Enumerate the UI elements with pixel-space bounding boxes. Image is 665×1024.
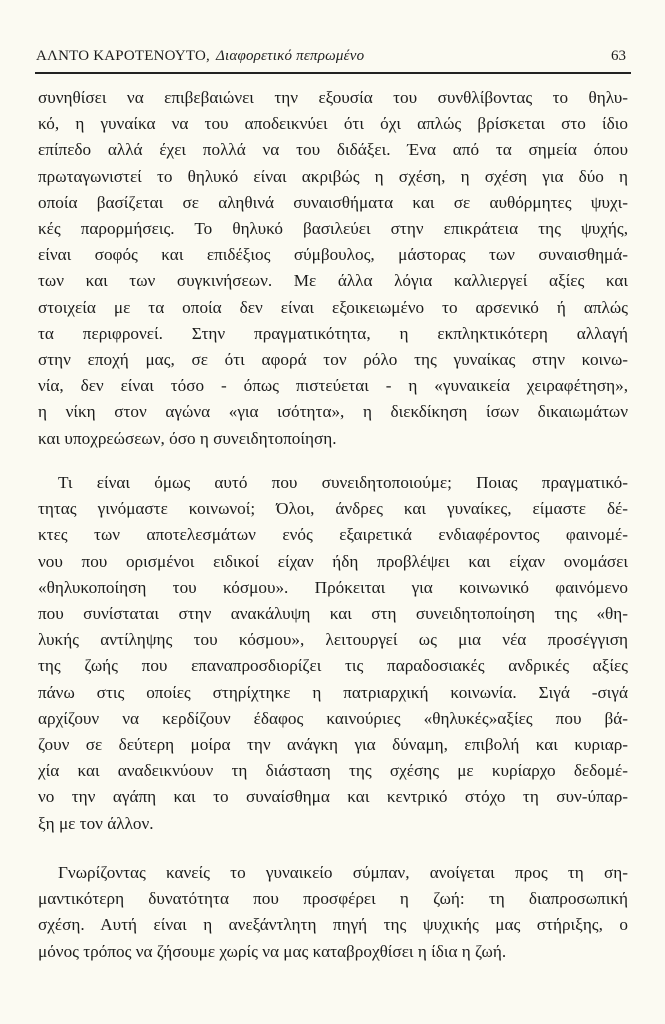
text-line: μαντικότερη δυνατότητα που προσφέρει η ζωή: τη διαπροσωπική	[38, 889, 628, 909]
text-line: πάνω στις οποίες στηρίχτηκε η πατριαρχική κοινωνία. Σιγά -σιγά	[38, 682, 628, 702]
header-author-title	[36, 48, 364, 65]
text-line: λυκής αντίληψης του κόσμου», λειτουργεί ως μια νέα προσέγγιση	[38, 630, 628, 650]
text-line: σχέση. Αυτή είναι η ανεξάντλητη πηγή της ψυχικής μας στήριξης, ο	[38, 915, 628, 935]
text-line: οποία βασίζεται σε αληθινά συναισθήματα και σε αυθόρμητες ψυχι-	[38, 192, 628, 212]
text-line: «θηλυκοποίηση του κόσμου». Πρόκειται για κοινωνικό φαινόμενο	[38, 577, 628, 597]
text-line: η νίκη στον αγώνα «για ισότητα», η διεκδίκηση ίσων δικαιωμάτων	[38, 402, 628, 422]
text-line: που συνίσταται στην ανακάλυψη και στη συνειδητοποίηση της «θη-	[38, 604, 628, 624]
header-rule	[35, 72, 631, 74]
text-line: νία, δεν είναι τόσο - όπως πιστεύεται - η «γυναικεία χειραφέτηση»,	[38, 376, 628, 396]
text-line: αρχίζουν να κερδίζουν έδαφος καινούριες «θηλυκές»αξίες που βά-	[38, 708, 628, 728]
text-line: ζουν σε δεύτερη μοίρα την ανάγκη για δύναμη, επιβολή και κυριαρ-	[38, 735, 628, 755]
paragraph-1	[38, 85, 628, 452]
header-book-title: Διαφορετικό πεπρωμένο	[216, 48, 365, 64]
page-number: 63	[611, 48, 626, 64]
text-line: στην εποχή μας, σε ότι αφορά τον ρόλο της γυναίκας στην κοινω-	[38, 350, 628, 370]
text-line: κό, η γυναίκα να του αποδεικνύει ότι όχι απλώς βρίσκεται στο ίδιο	[38, 114, 628, 134]
text-line: νου που ορισμένοι ειδικοί είχαν ήδη προβλέψει και είχαν ονομάσει	[38, 551, 628, 571]
text-line: τα περιφρονεί. Στην πραγματικότητα, η εκπληκτικότερη αλλαγή	[38, 323, 628, 343]
text-line: είναι σοφός και επιδέξιος σύμβουλος, μάστορας των συναισθημά-	[38, 245, 628, 265]
text-line: της ζωής που επαναπροσδιορίζει τις παραδοσιακές ανδρικές αξίες	[38, 656, 628, 676]
text-line: και υποχρεώσεων, όσο η συνειδητοποίηση.	[38, 428, 337, 448]
text-line: χία και αναδεικνύουν τη διάσταση της σχέσης με κυρίαρχο δεδομέ-	[38, 761, 628, 781]
text-line: ξη με τον άλλον.	[38, 813, 154, 833]
paragraph-2	[38, 470, 628, 837]
text-line: κές παρορμήσεις. Το θηλυκό βασιλεύει στην επικράτεια της ψυχής,	[38, 219, 628, 239]
text-line: πρωταγωνιστεί το θηλυκό είναι ακριβώς η σχέση, η σχέση για δύο η	[38, 166, 628, 186]
text-line: μόνος τρόπος να ζήσουμε χωρίς να μας καταβροχθίσει η ίδια η ζωή.	[38, 941, 507, 961]
running-header	[36, 46, 630, 70]
text-line: τητας γινόμαστε κοινωνοί; Όλοι, άνδρες και γυναίκες, είμαστε δέ-	[38, 499, 628, 519]
text-line: επίπεδο αλλά έχει πολλά να του διδάξει. Ένα από τα σημεία όπου	[38, 140, 628, 160]
text-line: συνηθίσει να επιβεβαιώνει την εξουσία του συνθλίβοντας το θηλυ-	[38, 88, 628, 107]
text-line: κτες των αποτελεσμάτων ενός εξαιρετικά ενδιαφέροντος φαινομέ-	[38, 525, 628, 545]
header-author: ΑΛΝΤΟ ΚΑΡΟΤΕΝΟΥΤΟ,	[36, 48, 211, 64]
text-line: Τι είναι όμως αυτό που συνειδητοποιούμε; Ποιας πραγματικό-	[58, 473, 628, 492]
text-line: Γνωρίζοντας κανείς το γυναικείο σύμπαν, ανοίγεται προς τη ση-	[58, 863, 628, 882]
text-line: νο την αγάπη και το συναίσθημα και κεντρικό στόχο τη συν-ύπαρ-	[38, 787, 628, 807]
text-line: των και των συγκινήσεων. Με άλλα λόγια καλλιεργεί αξίες και	[38, 271, 628, 291]
paragraph-3	[38, 860, 628, 965]
text-line: στοιχεία με τα οποία δεν είναι εξοικειωμένο το αρσενικό ή απλώς	[38, 297, 628, 317]
